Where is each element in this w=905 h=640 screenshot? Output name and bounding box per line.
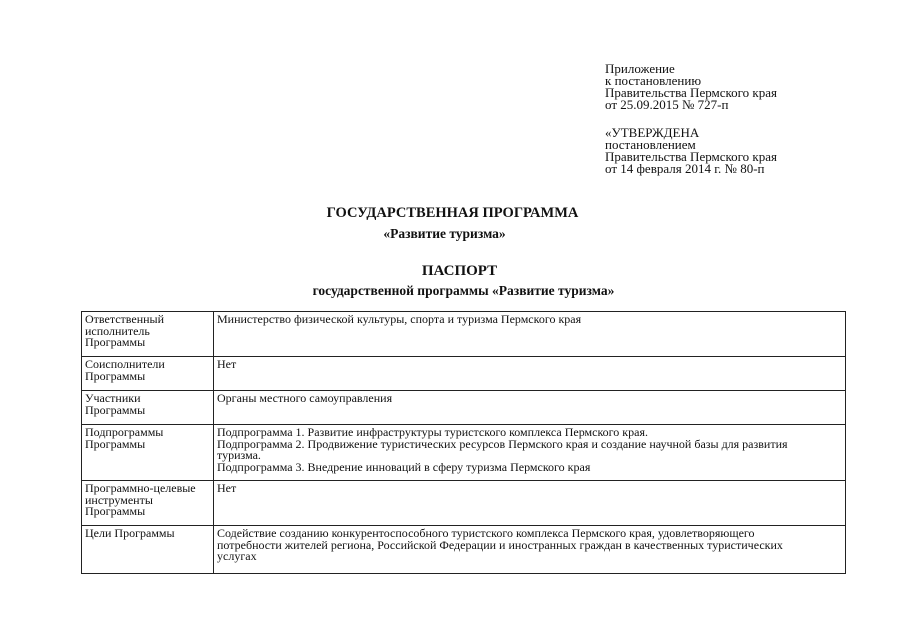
row-value [214,312,846,357]
value-line: Подпрограмма 2. Продвижение туристических ресурсов Пермского края и создание научной базы для развития [217,436,788,451]
row-label [82,357,214,391]
label-line: Подпрограммы [85,425,164,439]
label-line: исполнитель [85,323,150,338]
label-line: Программы [85,436,146,451]
passport-subtitle: государственной программы «Развитие туризма» [312,283,615,298]
value-line: Содействие созданию конкурентоспособного туристского комплекса Пермского края, удовлетворяющего [217,526,755,540]
appendix-line: Приложение [605,61,675,76]
approval-note [605,127,777,175]
program-type-heading: ГОСУДАРСТВЕННАЯ ПРОГРАММА [326,205,579,221]
passport-title: ПАСПОРТ [421,263,498,279]
appendix-line: от 25.09.2015 № 727-п [605,97,729,112]
table-row [82,312,846,357]
label-line: Программы [85,402,146,417]
row-label [82,526,214,574]
program-name-heading: «Развитие туризма» [383,226,506,241]
label-line: инструменты [85,492,153,507]
value-line: Подпрограмма 3. Внедрение инноваций в сферу туризма Пермского края [217,459,591,474]
value-line: Нет [217,357,237,371]
approval-line: Правительства Пермского края [605,149,777,164]
label-line: Программы [85,335,146,349]
row-value [214,391,846,425]
value-line: Подпрограмма 1. Развитие инфраструктуры туристского комплекса Пермского края. [217,425,648,439]
approval-line: «УТВЕРЖДЕНА [605,125,700,140]
label-line: Программно-целевые [85,481,196,495]
row-label [82,391,214,425]
value-line: Министерство физической культуры, спорта и туризма Пермского края [217,312,582,326]
label-line: Цели Программы [85,526,175,540]
value-line: туризма. [217,448,261,462]
passport-table [81,311,846,574]
row-label [82,425,214,481]
row-value [214,481,846,526]
value-line: Нет [217,481,237,495]
label-line: Ответственный [85,312,165,326]
row-value [214,425,846,481]
appendix-line: Правительства Пермского края [605,85,777,100]
label-line: Соисполнители [85,357,165,371]
value-line: Органы местного самоуправления [217,391,393,405]
label-line: Участники [85,391,141,405]
table-row [82,425,846,481]
row-value [214,357,846,391]
row-value [214,526,846,574]
table-row [82,391,846,425]
approval-line: от 14 февраля 2014 г. № 80-п [605,161,765,176]
row-label [82,481,214,526]
appendix-line: к постановлению [605,73,702,88]
table-row [82,357,846,391]
value-line: услугах [217,549,257,563]
row-label [82,312,214,357]
approval-line: постановлением [605,137,696,152]
table-row [82,526,846,574]
table-row [82,481,846,526]
label-line: Программы [85,368,146,383]
value-line: потребности жителей региона, Российской Федерации и иностранных граждан в качественных туристических [217,537,783,552]
label-line: Программы [85,504,146,518]
appendix-note [605,63,777,111]
